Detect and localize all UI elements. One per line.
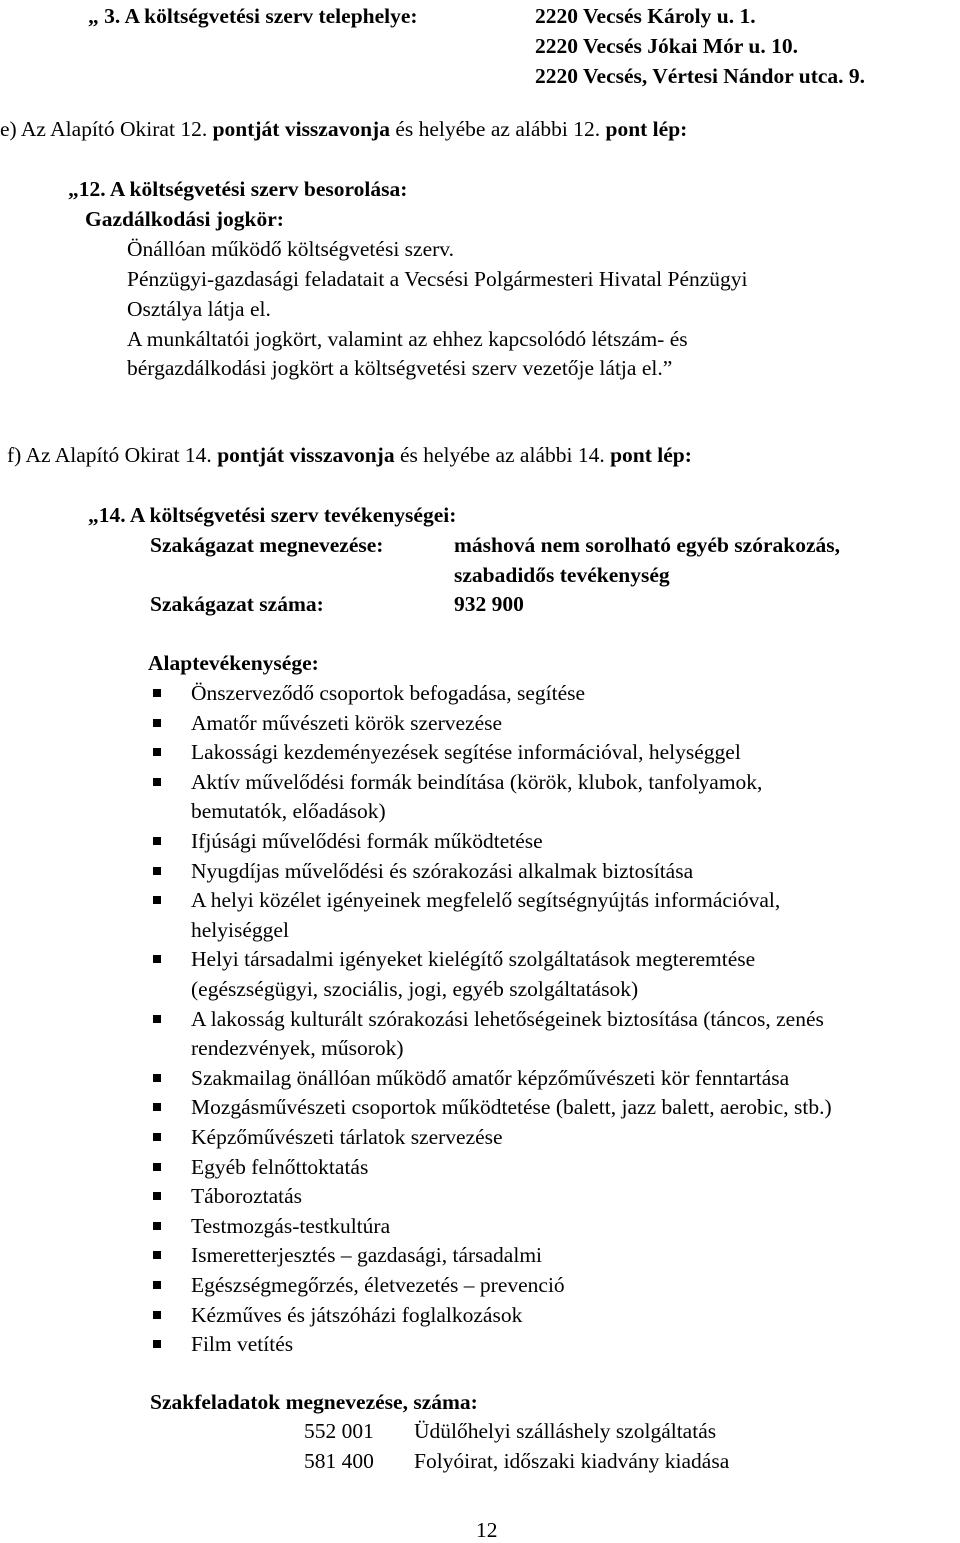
activity-item: Film vetítés: [191, 1332, 294, 1357]
branch-name-value: máshová nem sorolható egyéb szórakozás,: [454, 533, 840, 557]
bullet-square-icon: [153, 1074, 161, 1082]
section-12-line: bérgazdálkodási jogkört a költségvetési szerv vezetője látja el.”: [127, 356, 673, 380]
activity-item: Amatőr művészeti körök szervezése: [191, 710, 503, 735]
bullet-square-icon: [153, 689, 161, 697]
bullet-square-icon: [153, 1340, 161, 1348]
activity-item: Táboroztatás: [191, 1184, 303, 1209]
bullet-square-icon: [153, 1192, 161, 1200]
activity-item: Helyi társadalmi igényeket kielégítő szolgáltatások megteremtése: [191, 947, 756, 972]
bullet-square-icon: [153, 896, 161, 904]
bullet-square-icon: [153, 1311, 161, 1319]
section-12-line: A munkáltatói jogkört, valamint az ehhez kapcsolódó létszám- és: [127, 327, 688, 351]
branch-number-label: Szakágazat száma:: [150, 592, 324, 616]
activity-item: Kézműves és játszóházi foglalkozások: [191, 1302, 523, 1327]
bullet-square-icon: [153, 1163, 161, 1171]
item-f: f) Az Alapító Okirat 14. pontját visszavonja és helyébe az alábbi 14. pont lép:: [7, 443, 692, 467]
address-2: 2220 Vecsés Jókai Mór u. 10.: [535, 34, 798, 58]
branch-name-value-continued: szabadidős tevékenység: [454, 563, 670, 587]
activity-item: Képzőművészeti tárlatok szervezése: [191, 1125, 503, 1149]
address-1: 2220 Vecsés Károly u. 1.: [535, 4, 756, 28]
bullet-square-icon: [153, 1133, 161, 1141]
activity-item: Aktív művelődési formák beindítása (körök, klubok, tanfolyamok,: [191, 769, 763, 794]
activity-item: Ifjúsági művelődési formák működtetése: [191, 829, 543, 853]
activity-item: Mozgásművészeti csoportok működtetése (balett, jazz balett, aerobic, stb.): [191, 1095, 832, 1120]
activity-item-continued: helyiséggel: [191, 917, 289, 942]
tasks-heading: Szakfeladatok megnevezése, száma:: [150, 1390, 478, 1414]
section-12-heading: „12. A költségvetési szerv besorolása:: [68, 177, 408, 201]
item-e: e) Az Alapító Okirat 12. pontját visszavonja és helyébe az alábbi 12. pont lép:: [0, 117, 688, 141]
bullet-square-icon: [153, 719, 161, 727]
task-code: 581 400: [304, 1449, 374, 1473]
activity-item: Lakossági kezdeményezések segítése információval, helységgel: [191, 740, 741, 765]
bullet-square-icon: [153, 1015, 161, 1023]
bullet-square-icon: [153, 1251, 161, 1259]
address-3: 2220 Vecsés, Vértesi Nándor utca. 9.: [535, 64, 866, 88]
activity-item: Önszerveződő csoportok befogadása, segítése: [191, 681, 586, 705]
bullet-square-icon: [153, 837, 161, 845]
bullet-square-icon: [153, 867, 161, 875]
task-name: Folyóirat, időszaki kiadvány kiadása: [414, 1449, 730, 1473]
activity-item-continued: (egészségügyi, szociális, jogi, egyéb szolgáltatások): [191, 977, 639, 1001]
activity-item: Egyéb felnőttoktatás: [191, 1154, 369, 1179]
activity-item: A lakosság kulturált szórakozási lehetőségeinek biztosítása (táncos, zenés: [191, 1006, 824, 1031]
activity-item-continued: rendezvények, műsorok): [191, 1036, 404, 1061]
task-code: 552 001: [304, 1419, 374, 1443]
activity-item: Ismeretterjesztés – gazdasági, társadalmi: [191, 1243, 543, 1268]
bullet-square-icon: [153, 748, 161, 756]
section-3-label: „ 3. A költségvetési szerv telephelye:: [88, 4, 418, 28]
activity-item: Szakmailag önállóan működő amatőr képzőművészeti kör fenntartása: [191, 1065, 790, 1090]
section-12-line: Pénzügyi-gazdasági feladatait a Vecsési Polgármesteri Hivatal Pénzügyi: [127, 267, 748, 291]
bullet-square-icon: [153, 955, 161, 963]
bullet-square-icon: [153, 1222, 161, 1230]
branch-number-value: 932 900: [454, 592, 524, 616]
bullet-square-icon: [153, 1103, 161, 1111]
section-14-heading: „14. A költségvetési szerv tevékenységei:: [88, 503, 457, 527]
section-12-line: Önállóan működő költségvetési szerv.: [127, 237, 455, 261]
section-12-line: Osztálya látja el.: [127, 297, 271, 321]
activity-item: Testmozgás-testkultúra: [191, 1213, 391, 1238]
bullet-square-icon: [153, 778, 161, 786]
page-number: 12: [476, 1518, 498, 1542]
bullet-square-icon: [153, 1281, 161, 1289]
branch-name-label: Szakágazat megnevezése:: [150, 533, 384, 557]
section-12-subheading: Gazdálkodási jogkör:: [85, 207, 284, 231]
task-name: Üdülőhelyi szálláshely szolgáltatás: [414, 1419, 717, 1443]
core-activity-heading: Alaptevékenysége:: [148, 651, 319, 675]
activity-item: A helyi közélet igényeinek megfelelő segítségnyújtás információval,: [191, 888, 781, 913]
activity-item: Egészségmegőrzés, életvezetés – prevenció: [191, 1273, 565, 1297]
activity-item-continued: bemutatók, előadások): [191, 799, 386, 824]
activity-item: Nyugdíjas művelődési és szórakozási alkalmak biztosítása: [191, 858, 694, 883]
